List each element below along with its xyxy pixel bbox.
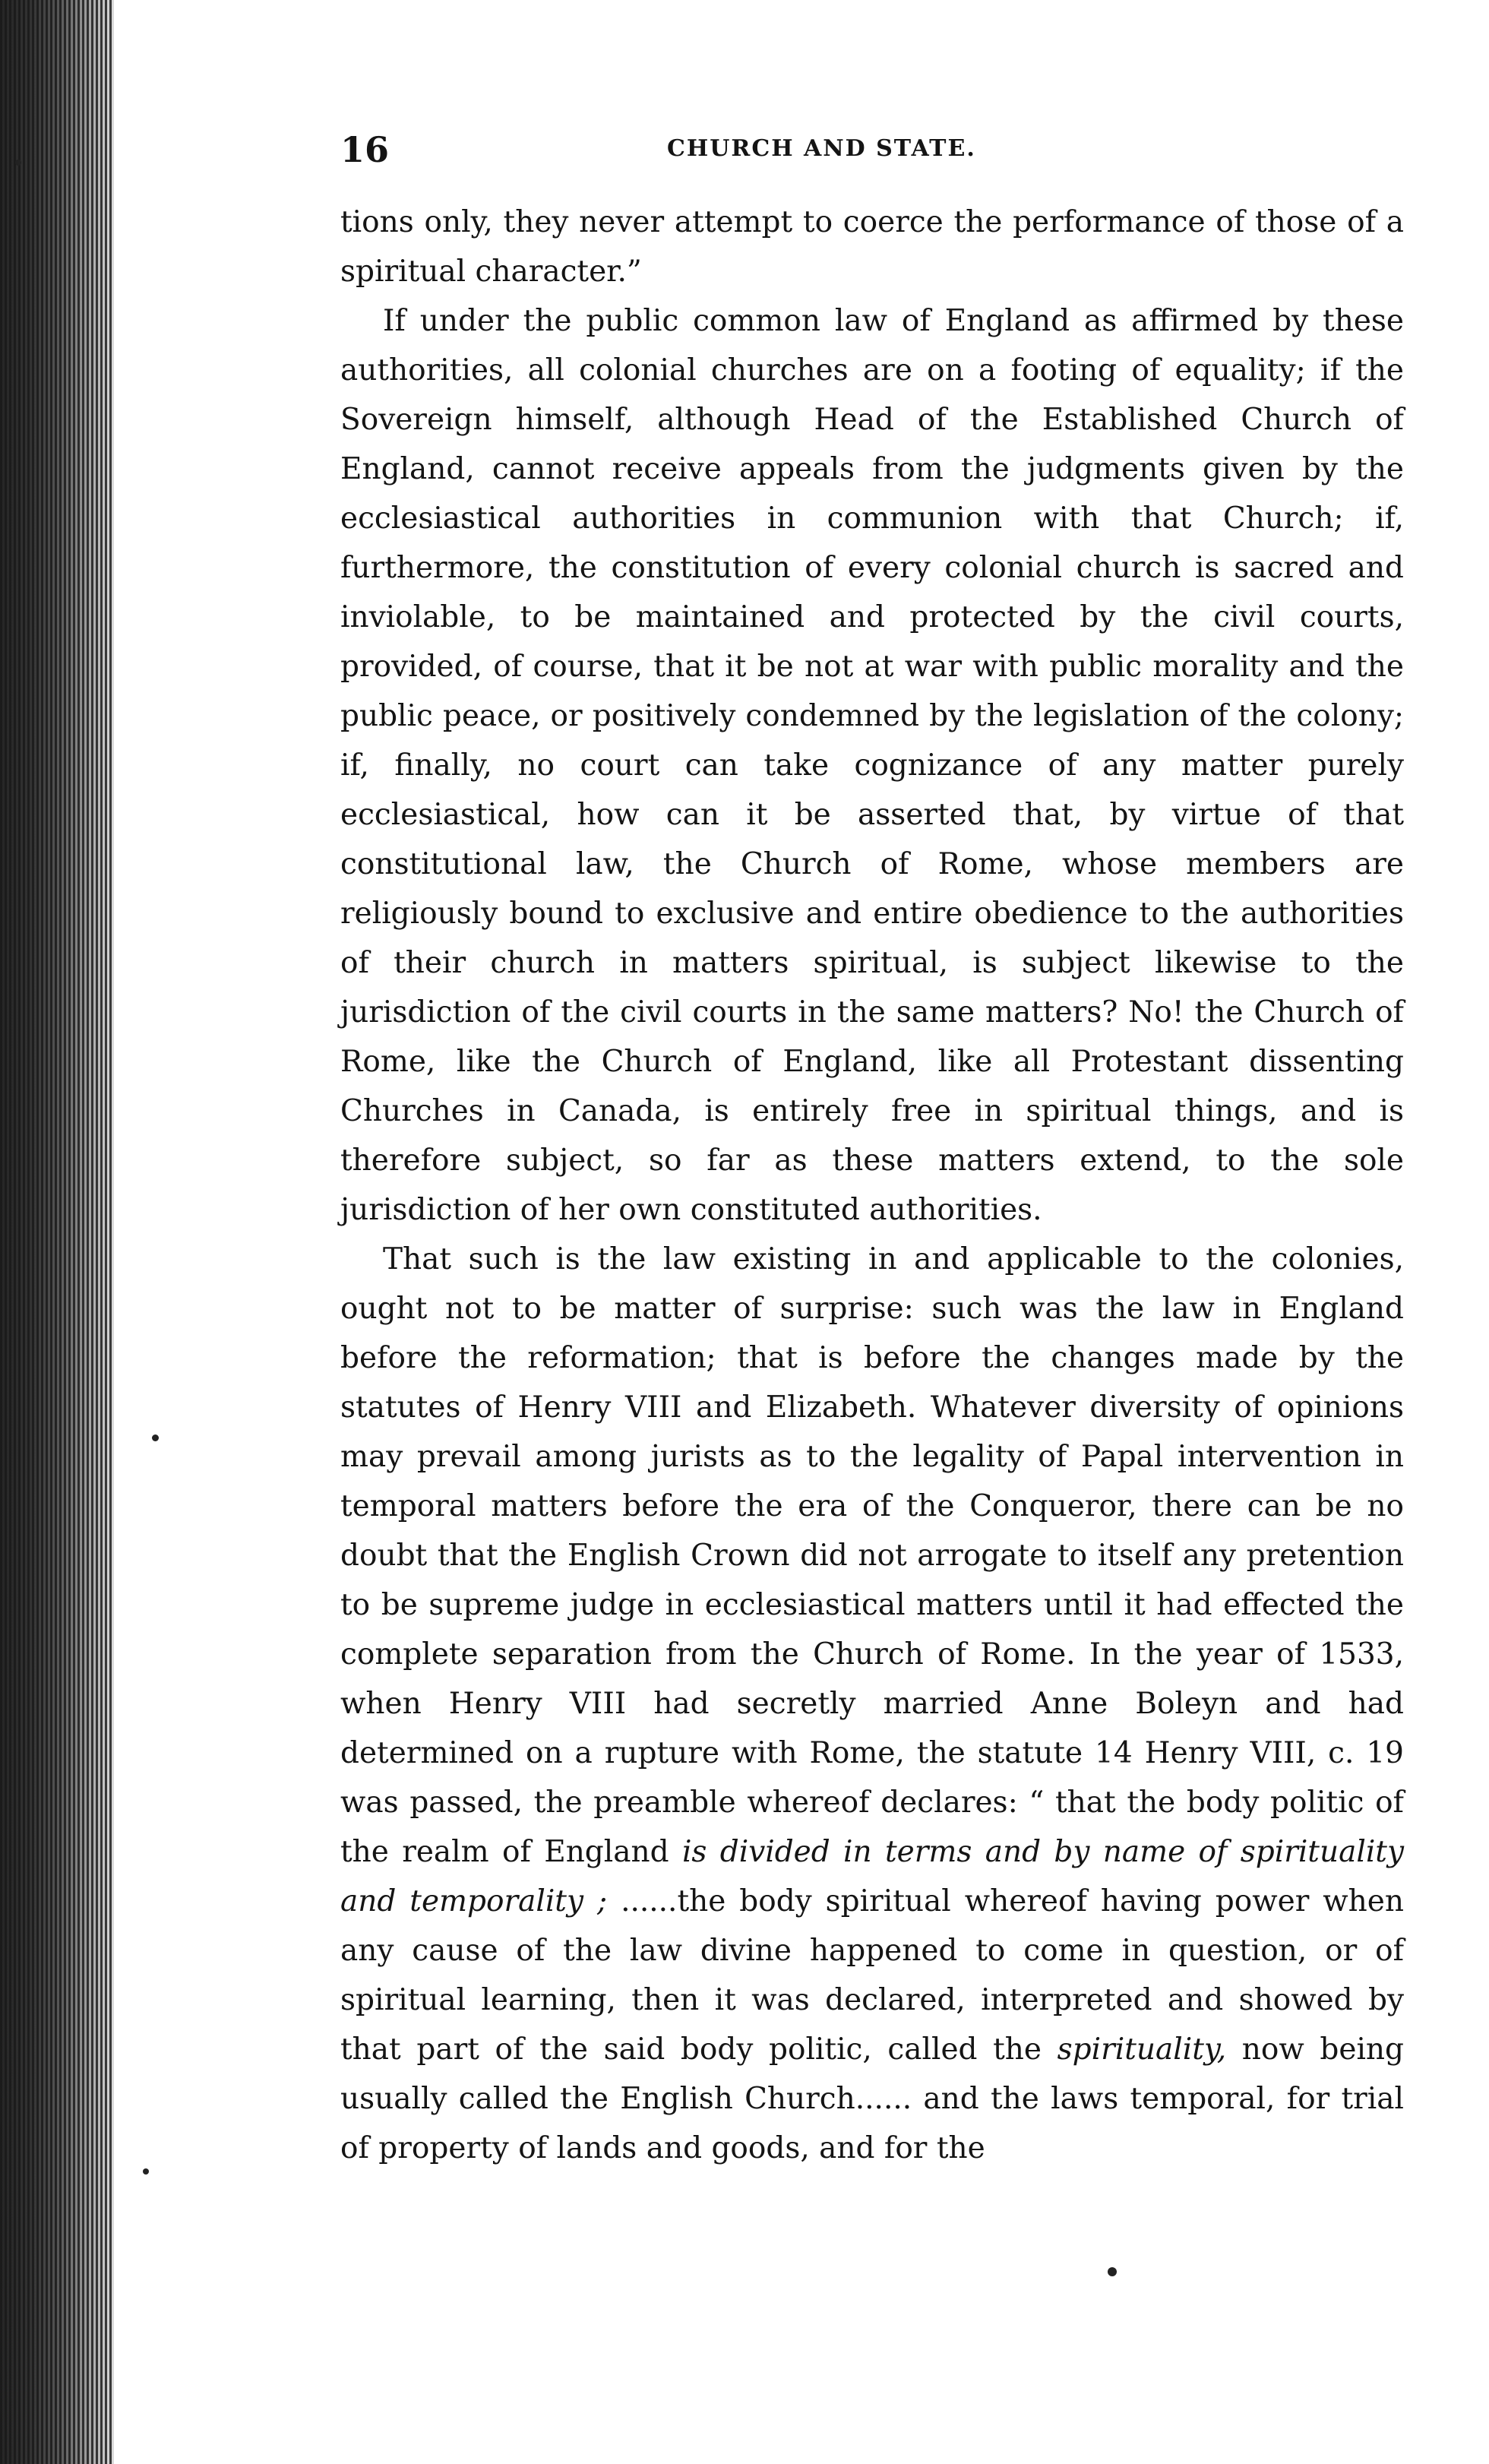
scan-speck [15,160,21,166]
paragraph-text: If under the public common law of England as affirmed by these authorities, all colonial churches are on a footing of equality; if the Sovereign himself, although Head of the Established Church of England, cannot receive appeals from the judgments given by the ecclesiastical authorities in communion with that Church; if, furthermore, the constitution of every colonial church is sacred and inviolable, to be maintained and protected by the civil courts, provided, of course, that it be not at war with public morality and the public peace, or positively condemned by the legislation of the colony; if, finally, no court can take cognizance of any matter purely ecclesiastical, how can it be asserted that, by virtue of that constitutional law, the Church of Rome, whose members are religiously bound to exclusive and entire obedience to the authorities of their church in matters spiritual, is subject likewise to the jurisdiction of the civil courts in the same matters? No! the Church of Rome, like the Church of England, like all Protestant dissenting Churches in Canada, is entirely free in spiritual things, and is therefore subject, so far as these matters extend, to the sole jurisdiction of her own constituted authorities. [340,304,1404,1227]
paragraph-continuation [340,198,1404,296]
paragraph-colonial-churches [340,296,1404,1235]
italic-term: spirituality, [1057,2032,1227,2067]
italic-quotation: is divided in terms and by name of spirituality and temporality ; [340,1835,1404,1918]
scan-speck [152,1434,159,1441]
paragraph-text: tions only, they never attempt to coerce the performance of those of a spiritual character.” [340,205,1404,289]
paragraph-text: now being usually called the English Church...... and the laws temporal, for trial of property of lands and goods, and for the [340,2032,1404,2165]
scan-speck [143,2168,149,2175]
running-head [340,129,1404,182]
paragraph-text: That such is the law existing in and applicable to the colonies, ought not to be matter of surprise: such was the law in England before the reformation; that is before the changes made by the statutes of Henry VIII and Elizabeth. Whatever diversity of opinions may prevail among jurists as to the legality of Papal intervention in temporal matters before the era of the Conqueror, there can be no doubt that the English Crown did not arrogate to itself any pretention to be supreme judge in ecclesiastical matters until it had effected the complete separation from the Church of Rome. In the year of 1533, when Henry VIII had secretly married Anne Boleyn and had determined on a rupture with Rome, the statute 14 Henry VIII, c. 19 was passed, the preamble whereof declares: “ that the body politic of the realm of England [340,1242,1404,1869]
page-number: 16 [340,129,390,170]
paragraph-law-before-reformation [340,1235,1404,2173]
scanned-binding-gutter [0,0,114,2464]
scan-speck [1108,2267,1117,2276]
running-title: CHURCH AND STATE. [667,135,976,162]
document-page [340,129,1404,2173]
paragraph-text: ......the body spiritual whereof having power when any cause of the law divine happened to come in question, or of spiritual learning, then it was declared, interpreted and showed by that part of the said body politic, called the [340,1884,1404,2067]
